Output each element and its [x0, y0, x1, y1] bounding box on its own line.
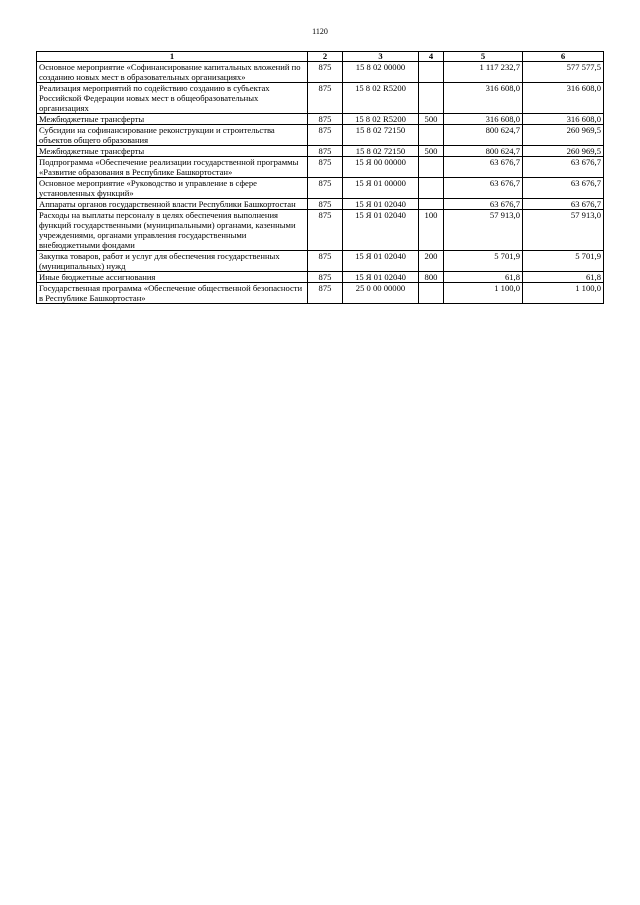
row-target-code: 15 Я 01 02040	[343, 199, 419, 210]
table-header-row	[37, 52, 604, 62]
header-col-6: 6	[523, 52, 604, 62]
row-expense-type: 500	[419, 146, 444, 157]
page-number: 1120	[312, 27, 328, 36]
row-ministry-code: 875	[308, 83, 343, 114]
row-expense-type	[419, 62, 444, 83]
table-row	[37, 210, 604, 251]
row-ministry-code: 875	[308, 178, 343, 199]
row-expense-type: 200	[419, 251, 444, 272]
row-target-code: 15 8 02 72150	[343, 146, 419, 157]
row-name: Закупка товаров, работ и услуг для обеспечения государственных (муниципальных) нужд	[37, 251, 308, 272]
row-amount-6: 63 676,7	[523, 199, 604, 210]
table-row	[37, 114, 604, 125]
table-row	[37, 251, 604, 272]
table-row	[37, 62, 604, 83]
row-name: Расходы на выплаты персоналу в целях обеспечения выполнения функций государственными (муниципальными) органами, казенными учреждениями, органами управления государственными внебюджетными фондами	[37, 210, 308, 251]
row-amount-6: 260 969,5	[523, 125, 604, 146]
row-expense-type	[419, 125, 444, 146]
row-amount-6: 5 701,9	[523, 251, 604, 272]
budget-table	[36, 51, 604, 304]
row-ministry-code: 875	[308, 272, 343, 283]
row-target-code: 15 8 02 R5200	[343, 114, 419, 125]
row-ministry-code: 875	[308, 125, 343, 146]
row-target-code: 15 8 02 R5200	[343, 83, 419, 114]
row-expense-type	[419, 199, 444, 210]
row-ministry-code: 875	[308, 251, 343, 272]
row-name: Основное мероприятие «Софинансирование капитальных вложений по созданию новых мест в образовательных организациях»	[37, 62, 308, 83]
row-target-code: 15 8 02 72150	[343, 125, 419, 146]
header-col-2: 2	[308, 52, 343, 62]
row-expense-type: 100	[419, 210, 444, 251]
row-expense-type: 500	[419, 114, 444, 125]
row-expense-type	[419, 83, 444, 114]
row-name: Государственная программа «Обеспечение общественной безопасности в Республике Башкортостан»	[37, 283, 308, 304]
row-expense-type: 800	[419, 272, 444, 283]
row-amount-6: 316 608,0	[523, 114, 604, 125]
row-target-code: 15 Я 01 02040	[343, 210, 419, 251]
row-amount-5: 57 913,0	[444, 210, 523, 251]
row-amount-5: 61,8	[444, 272, 523, 283]
row-ministry-code: 875	[308, 146, 343, 157]
table-row	[37, 125, 604, 146]
row-expense-type	[419, 178, 444, 199]
row-name: Межбюджетные трансферты	[37, 146, 308, 157]
row-name: Аппараты органов государственной власти Республики Башкортостан	[37, 199, 308, 210]
row-amount-6: 61,8	[523, 272, 604, 283]
row-amount-5: 63 676,7	[444, 178, 523, 199]
row-target-code: 15 Я 01 02040	[343, 251, 419, 272]
row-ministry-code: 875	[308, 114, 343, 125]
row-target-code: 15 Я 01 00000	[343, 178, 419, 199]
row-ministry-code: 875	[308, 62, 343, 83]
row-ministry-code: 875	[308, 157, 343, 178]
row-target-code: 25 0 00 00000	[343, 283, 419, 304]
row-amount-5: 316 608,0	[444, 114, 523, 125]
row-amount-5: 1 117 232,7	[444, 62, 523, 83]
row-ministry-code: 875	[308, 199, 343, 210]
row-expense-type	[419, 283, 444, 304]
row-name: Иные бюджетные ассигнования	[37, 272, 308, 283]
row-amount-6: 1 100,0	[523, 283, 604, 304]
table-row	[37, 83, 604, 114]
row-amount-6: 316 608,0	[523, 83, 604, 114]
row-amount-6: 63 676,7	[523, 157, 604, 178]
row-amount-6: 57 913,0	[523, 210, 604, 251]
row-target-code: 15 Я 01 02040	[343, 272, 419, 283]
header-col-5: 5	[444, 52, 523, 62]
row-amount-5: 63 676,7	[444, 157, 523, 178]
row-target-code: 15 8 02 00000	[343, 62, 419, 83]
row-amount-5: 5 701,9	[444, 251, 523, 272]
row-amount-6: 63 676,7	[523, 178, 604, 199]
table-row	[37, 199, 604, 210]
row-name: Подпрограмма «Обеспечение реализации государственной программы «Развитие образования в Республике Башкортостан»	[37, 157, 308, 178]
row-amount-6: 260 969,5	[523, 146, 604, 157]
table-body	[37, 62, 604, 304]
row-ministry-code: 875	[308, 283, 343, 304]
row-amount-5: 316 608,0	[444, 83, 523, 114]
row-amount-6: 577 577,5	[523, 62, 604, 83]
row-amount-5: 63 676,7	[444, 199, 523, 210]
table-row	[37, 157, 604, 178]
header-col-4: 4	[419, 52, 444, 62]
row-expense-type	[419, 157, 444, 178]
table-row	[37, 272, 604, 283]
row-amount-5: 800 624,7	[444, 146, 523, 157]
table-row	[37, 146, 604, 157]
row-name: Межбюджетные трансферты	[37, 114, 308, 125]
row-amount-5: 1 100,0	[444, 283, 523, 304]
row-amount-5: 800 624,7	[444, 125, 523, 146]
table-row	[37, 283, 604, 304]
row-target-code: 15 Я 00 00000	[343, 157, 419, 178]
row-ministry-code: 875	[308, 210, 343, 251]
header-col-1: 1	[37, 52, 308, 62]
header-col-3: 3	[343, 52, 419, 62]
row-name: Реализация мероприятий по содействию созданию в субъектах Российской Федерации новых мест в общеобразовательных организациях	[37, 83, 308, 114]
row-name: Субсидии на софинансирование реконструкции и строительства объектов общего образования	[37, 125, 308, 146]
row-name: Основное мероприятие «Руководство и управление в сфере установленных функций»	[37, 178, 308, 199]
table-row	[37, 178, 604, 199]
